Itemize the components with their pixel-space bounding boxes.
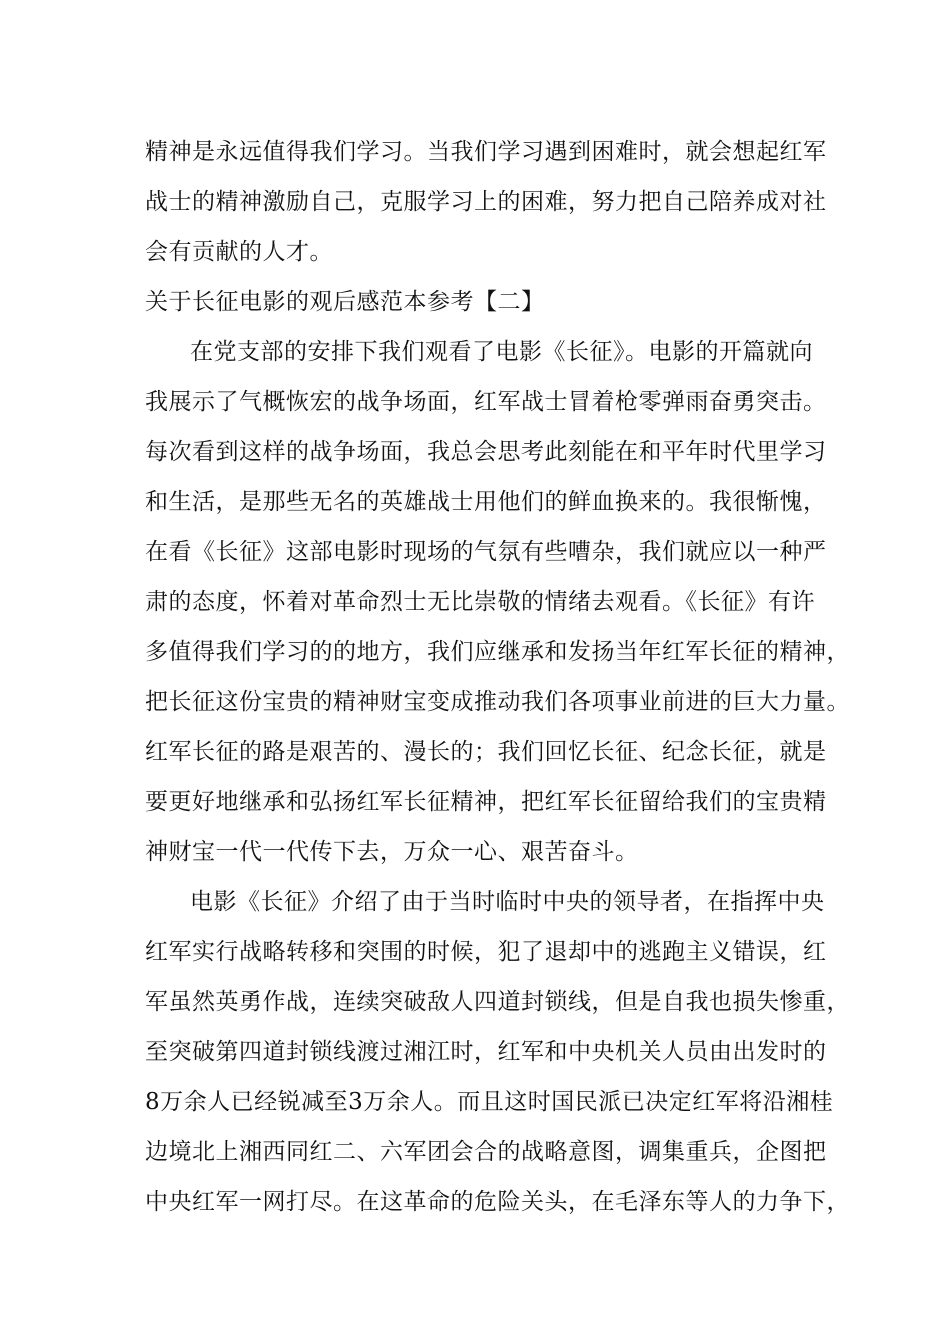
text-line: 红军实行战略转移和突围的时候，犯了退却中的逃跑主义错误，红: [145, 939, 827, 965]
section-heading: 关于长征电影的观后感范本参考【二】: [145, 289, 545, 315]
text-line: 在党支部的安排下我们观看了电影《长征》。电影的开篇就向: [190, 339, 813, 365]
text-line: 战士的精神激励自己，克服学习上的困难，努力把自己陪养成对社: [145, 189, 827, 215]
text-line: 多值得我们学习的的地方，我们应继承和发扬当年红军长征的精神，: [145, 639, 850, 665]
text-line: 会有贡献的人才。: [145, 239, 333, 265]
text-line: 每次看到这样的战争场面，我总会思考此刻能在和平年时代里学习: [145, 439, 827, 465]
text-line: 精神是永远值得我们学习。当我们学习遇到困难时，就会想起红军: [145, 139, 827, 165]
text-line: 电影《长征》介绍了由于当时临时中央的领导者，在指挥中央: [190, 889, 825, 915]
text-line: 军虽然英勇作战，连续突破敌人四道封锁线，但是自我也损失惨重，: [145, 989, 850, 1015]
text-line: 和生活，是那些无名的英雄战士用他们的鲜血换来的。我很惭愧，: [145, 489, 827, 515]
text-line: 边境北上湘西同红二、六军团会合的战略意图，调集重兵，企图把: [145, 1139, 827, 1165]
text-line: 红军长征的路是艰苦的、漫长的；我们回忆长征、纪念长征，就是: [145, 739, 827, 765]
text-line: 中央红军一网打尽。在这革命的危险关头，在毛泽东等人的力争下，: [145, 1189, 850, 1215]
text-line: 在看《长征》这部电影时现场的气氛有些嘈杂，我们就应以一种严: [145, 539, 827, 565]
text-line: 神财宝一代一代传下去，万众一心、艰苦奋斗。: [145, 839, 639, 865]
text-line: 把长征这份宝贵的精神财宝变成推动我们各项事业前进的巨大力量。: [145, 689, 850, 715]
text-line: 肃的态度，怀着对革命烈士无比崇敬的情绪去观看。《长征》有许: [145, 589, 815, 615]
text-line: 我展示了气概恢宏的战争场面，红军战士冒着枪零弹雨奋勇突击。: [145, 389, 827, 415]
text-line: 8万余人已经锐减至3万余人。而且这时国民派已决定红军将沿湘桂: [145, 1089, 834, 1115]
text-line: 要更好地继承和弘扬红军长征精神，把红军长征留给我们的宝贵精: [145, 789, 827, 815]
text-line: 至突破第四道封锁线渡过湘江时，红军和中央机关人员由出发时的: [145, 1039, 827, 1065]
